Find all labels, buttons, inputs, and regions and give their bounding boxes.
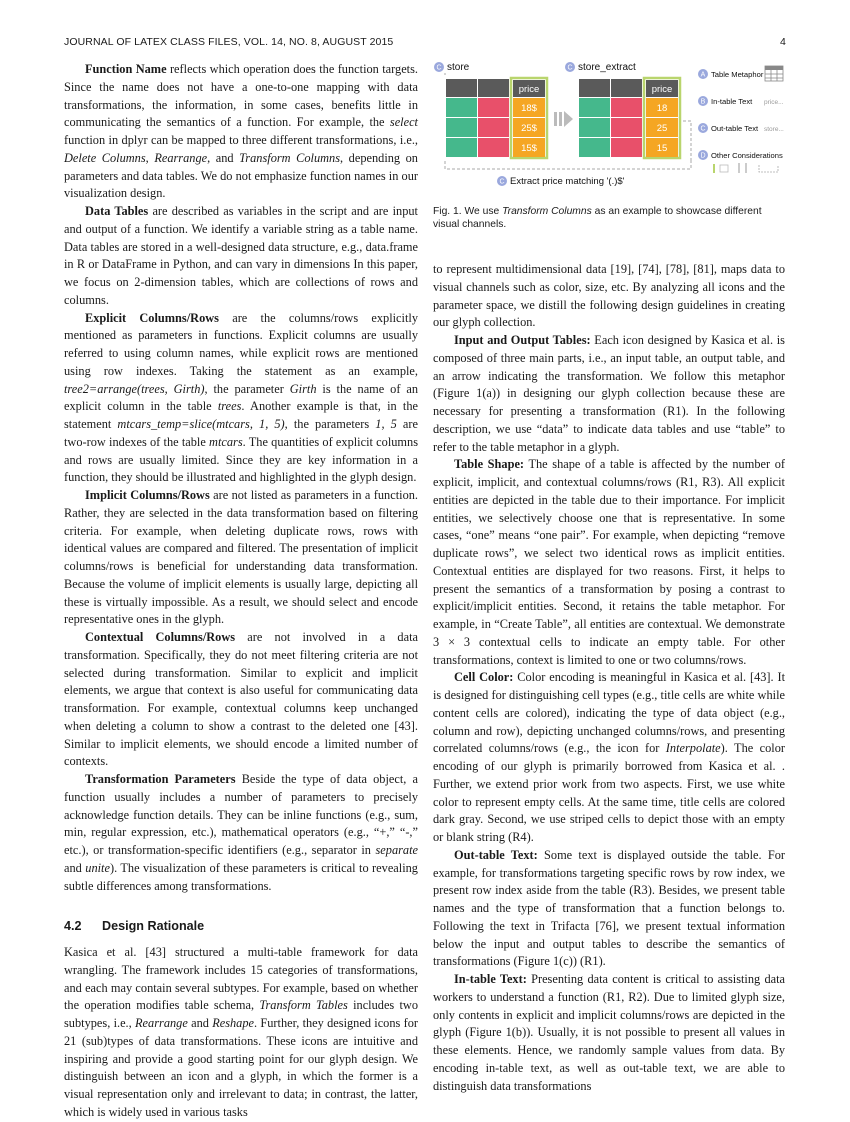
svg-text:In-table Text: In-table Text (711, 97, 753, 106)
term-out-table-text: Out-table Text: (454, 847, 538, 862)
paragraph-continued: to represent multidimensional data [19], [74], [78], [81], maps data to visual channels such as color, size, etc. By analyzing all icons and the parameter space, we distill the following design guidelines in creating our glyph collection. (433, 262, 785, 330)
output-cell-1: 18 (656, 103, 668, 114)
svg-text:Table Metaphor: Table Metaphor (711, 70, 764, 79)
left-column (64, 61, 418, 1122)
figure-1 (433, 61, 785, 195)
transform-arrow-icon (554, 111, 573, 127)
paragraph-function-name: Function Name reflects which operation does the function targets. Since the name does not have a one-to-one mapping with data transformations, the information, in some cases, benefits little in communicating the semantics of a function. For example, the select function in dplyr can be mapped to three different transformations, i.e., Delete Columns, Rearrange, and Transform Columns, depending on parameters and data tables. We do not emphasize function names in our visualization design. (64, 62, 418, 201)
store-extract-badge (565, 62, 575, 72)
input-cell-2: 25$ (521, 123, 537, 134)
term-function-name: Function Name (85, 62, 167, 76)
output-cell-3: 15 (656, 143, 668, 154)
paragraph-table-shape: Table Shape: The shape of a table is affected by the number of explicit, implicit, and contextual columns/rows (R1, R3). All explicit entities are depicted in the table due to their importance. For implicit entities, we selectively choose one that is representative. In some cases, “one” means “one pair”. For example, when depicting “remove duplicate rows”, we select two identical rows as implicit entities. Contextual entities are displayed for two reasons. First, it helps to present the semantics of a transformation by posing a contrast to explicit/implicit entities. Second, it retains the table metaphor. For example, in “Create Table”, all entities are contextual. We demonstrate 3 × 3 contextual cells to indicate an empty table. For other transformations, context is limited to one or two columns/rows. (433, 457, 785, 667)
store-badge (434, 62, 444, 72)
legend-item-other-considerations (698, 150, 783, 173)
output-table (579, 78, 680, 158)
svg-text:Out-table Text: Out-table Text (711, 124, 759, 133)
paragraph-implicit-columns: Implicit Columns/Rows are not listed as parameters in a function. Rather, they are selected in the data transformation based on filtering criteria. For example, when deleting duplicate rows, rows with identical values are compared and filtered. The presentation of implicit columns/rows is beneficial for understanding data transformation. Because the volume of implicit elements is usually large, depicting all these is virtually impossible. As a result, we should select and encode representative ones in the glyph. (64, 488, 419, 627)
journal-header: JOURNAL OF LATEX CLASS FILES, VOL. 14, NO. 8, AUGUST 2015 (64, 36, 394, 48)
legend-item-in-table-text (698, 96, 784, 106)
input-cell-1: 18$ (521, 103, 537, 114)
term-in-table-text: In-table Text: (454, 972, 527, 986)
section-title: Design Rationale (102, 919, 205, 934)
input-cell-3: 15$ (521, 143, 537, 154)
svg-text:D: D (700, 152, 706, 160)
term-data-tables: Data Tables (85, 204, 149, 218)
store-label: store (447, 62, 470, 73)
bottom-label-badge (497, 176, 507, 186)
term-cell-color: Cell Color: (454, 670, 514, 685)
output-cell-2: 25 (656, 123, 668, 134)
svg-text:C: C (700, 125, 706, 133)
page-number: 4 (780, 36, 786, 48)
extract-price-label: Extract price matching '(.)$' (510, 176, 625, 187)
svg-text:C: C (436, 64, 442, 72)
caption-label: Fig. 1. (433, 206, 462, 217)
legend-item-table-metaphor (698, 66, 783, 81)
table-icon (765, 66, 783, 81)
term-contextual-columns: Contextual Columns/Rows (85, 630, 236, 644)
input-header-price: price (518, 84, 540, 95)
paragraph-explicit-columns: Explicit Columns/Rows are the columns/rows explicitly mentioned as parameters in functions. Explicit columns are usually referred to using column names, while explicit rows are mentioned using row indexes. Taking the statement as an example, tree2=arrange(trees, Girth), the parameter Girth is the name of an explicit column in the table trees. Another example is that, in the statement mtcars_temp=slice(mtcars, 1, 5), the parameters 1, 5 are two-row indexes of the table mtcars. The quantities of explicit columns and rows are usually limited. Since they are key information in a function, they should be illustrated and highlighted in the glyph design. (64, 310, 419, 485)
store-extract-label: store_extract (578, 62, 636, 73)
paragraph-cell-color: Cell Color: Color encoding is meaningful in Kasica et al. [43]. It is designed for distinguishing cell types (e.g., title cells are white while content cells are colored), indicating the type of data object (e.g., column and row), depicting unchanged columns/rows, and presenting correlated columns/rows (e.g., the icon for Interpolate). The color encoding of our glyph is primarily borrowed from Kasica et al. . Further, we extend prior work from two aspects. First, we use white color to represent empty cells. At the same time, title cells are colored dark gray. Second, we use striped cells to depict those with an empty or blank string (R4). (433, 670, 785, 844)
output-header-price: price (651, 84, 673, 95)
svg-text:Other Considerations: Other Considerations (711, 151, 783, 160)
paragraph-in-table-text: In-table Text: Presenting data content is critical to assisting data workers to understand a function (R1, R2). Due to limited glyph size, only contents in explicit and implicit columns/rows are depicted in the glyph (Figure 1(b)). Usually, it is not possible to present all values in these elements. Hence, we randomly sample values from data. By encoding in-table text, as well as out-table text, we are able to distinguish data transformations (433, 972, 786, 1093)
input-table (446, 78, 547, 158)
legend-item-out-table-text (698, 123, 784, 133)
svg-text:B: B (700, 98, 706, 106)
paragraph-design-rationale: Kasica et al. [43] structured a multi-table framework for data wrangling. The framework includes 15 categories of transformations, and each may contain several subtypes. For example, based on whether the operation modifies table schema, Transform Tables includes two subtypes, i.e., Rearrange and Reshape. Further, they designed icons for 21 (sub)types of data transformations. These icons are intuitive and inspiring and provide a good starting point for our glyph design. We distinguish between an icon and a glyph, in which the former is a visual representation only and irrelevant to data; in contrast, the latter, which is widely used in various tasks (64, 945, 419, 1119)
right-column (433, 261, 785, 1095)
paragraph-contextual-columns: Contextual Columns/Rows are not involved in a data transformation. Specifically, they do not meet filtering criteria are not selected during transformation. Similar to explicit and implicit elements, we argue that context is also useful for communicating data transformation. For example, contextual columns keep unchanged when deleting a column to show a contrast to the deleted one [43]. Similar to implicit elements, we should encode a limited number of contexts. (64, 630, 418, 769)
term-transformation-parameters: Transformation Parameters (85, 772, 236, 786)
paragraph-out-table-text: Out-table Text: Some text is displayed outside the table. For example, for transformations targeting specific rows by row index, we present row index aside from the table (R3). Besides, we present table names and the type of transformation that a function belongs to. Following the text in Trifacta [76], we present textual information below the input and output tables to describe the semantics of transformations (Figure 1(c)) (R1). (433, 847, 785, 969)
svg-text:C: C (567, 64, 573, 72)
paragraph-input-output-tables: Input and Output Tables: Each icon designed by Kasica et al. is composed of three main parts, i.e., an input table, an output table, and an arrow indicating the transformation. We follow this metaphor (Figure 1(a)) in designing our glyph collection because these are necessary for presenting a transformation (R1). In the following description, we use “data” to indicate data tables and use “table” to refer to the table metaphor in a glyph. (433, 333, 785, 454)
term-implicit-columns: Implicit Columns/Rows (85, 488, 210, 502)
term-table-shape: Table Shape: (454, 457, 525, 472)
svg-text:C: C (499, 178, 505, 186)
term-input-output-tables: Input and Output Tables: (454, 333, 591, 347)
other-considerations-icons (713, 163, 778, 173)
term-explicit-columns: Explicit Columns/Rows (85, 310, 219, 325)
svg-text:A: A (700, 71, 706, 79)
paragraph-transformation-parameters: Transformation Parameters Beside the type of data object, a function usually includes a number of parameters to precisely acknowledge function details. They can be inline functions (e.g., sum, min, regular expression, etc.), mathematical operators (e.g., “+,” “-,” etc.), or transformation-specific identifiers (e.g., separator in separate and unite). The visualization of these parameters is critical to revealing subtle differences among transformations. (64, 772, 418, 893)
paragraph-data-tables: Data Tables are described as variables in the script and are input and output of a function. We identify a variable string as a table name. Data tables are stored in a well-designed data structure, e.g., data.frame in R or DataFrame in Python, and can vary in dimensions In this paper, we focus on 2-dimension tables, which are collections of rows and columns. (64, 204, 418, 307)
page-header (64, 36, 786, 52)
section-heading (64, 918, 418, 936)
svg-text:price...: price... (764, 99, 784, 106)
figure-caption: Fig. 1. We use Transform Columns as an example to showcase different visual channels. (433, 206, 762, 230)
section-number: 4.2 (64, 919, 82, 934)
svg-text:store...: store... (764, 126, 784, 133)
